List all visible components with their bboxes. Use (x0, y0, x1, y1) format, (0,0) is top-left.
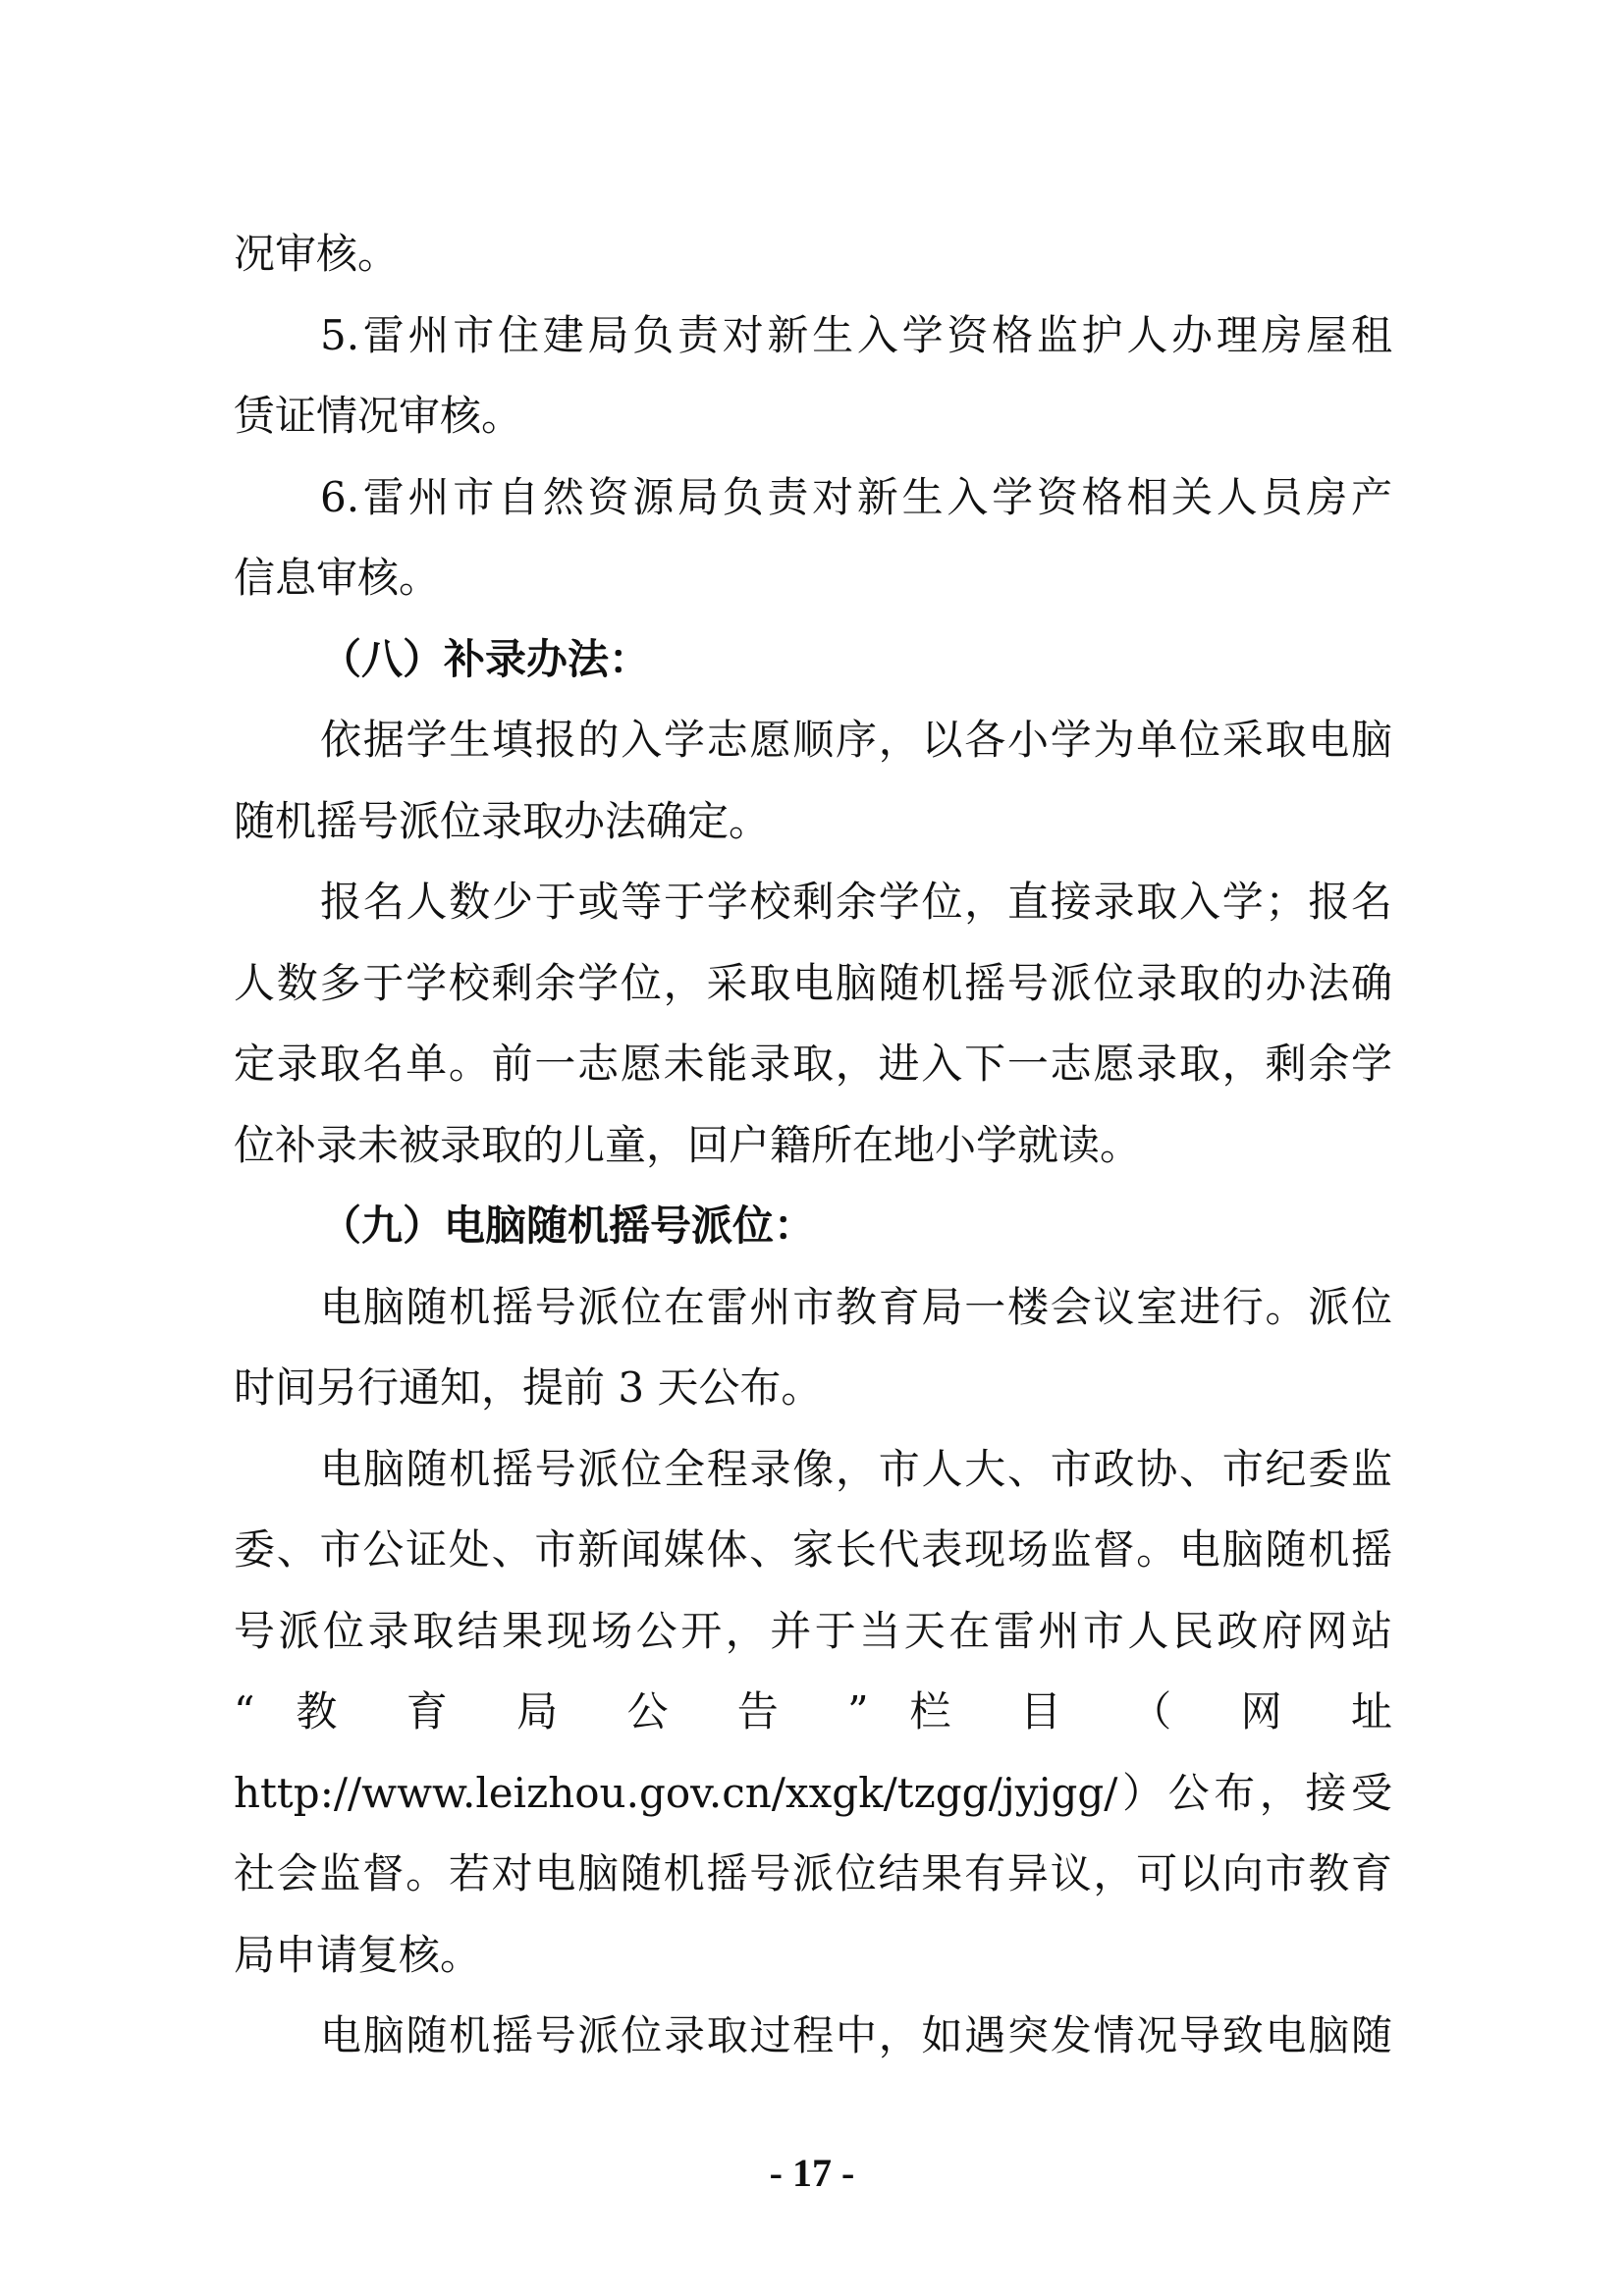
text-line: 委、市公证处、市新闻媒体、家长代表现场监督。电脑随机摇 (234, 1525, 1392, 1574)
text-line: http://www.leizhou.gov.cn/xxgk/tzgg/jyjgg/）公布，接受 (234, 1768, 1392, 1817)
text-line: 报名人数少于或等于学校剩余学位，直接录取入学；报名 (320, 878, 1392, 926)
text-line: 号派位录取结果现场公开，并于当天在雷州市人民政府网站 (234, 1606, 1392, 1655)
text-line: 况审核。 (234, 230, 400, 278)
section-heading: （九）电脑随机摇号派位： (320, 1201, 816, 1250)
text-line: 定录取名单。前一志愿未能录取，进入下一志愿录取，剩余学 (234, 1040, 1392, 1088)
text-line: 随机摇号派位录取办法确定。 (234, 796, 771, 845)
document-body (234, 214, 1392, 2077)
text-line: 时间另行通知，提前 3 天公布。 (234, 1363, 823, 1412)
text-line: 电脑随机摇号派位全程录像，市人大、市政协、市纪委监 (320, 1444, 1392, 1493)
text-line: 人数多于学校剩余学位，采取电脑随机摇号派位录取的办法确 (234, 958, 1392, 1007)
page-number: - 17 - (769, 2151, 855, 2195)
text-line: 电脑随机摇号派位录取过程中，如遇突发情况导致电脑随 (320, 2011, 1392, 2059)
section-heading: （八）补录办法： (320, 634, 651, 683)
text-line: “ 教 育 局 公 告 ” 栏 目 （ 网 址 (234, 1687, 1392, 1735)
text-line: 依据学生填报的入学志愿顺序，以各小学为单位采取电脑 (320, 716, 1392, 764)
text-line: 局申请复核。 (234, 1930, 482, 1979)
text-line: 信息审核。 (234, 554, 441, 602)
text-line: 电脑随机摇号派位在雷州市教育局一楼会议室进行。派位 (320, 1282, 1392, 1331)
text-line: 位补录未被录取的儿童，回户籍所在地小学就读。 (234, 1120, 1142, 1169)
text-line: 5.雷州市住建局负责对新生入学资格监护人办理房屋租 (320, 310, 1392, 359)
text-line: 社会监督。若对电脑随机摇号派位结果有异议，可以向市教育 (234, 1849, 1392, 1897)
text-line: 赁证情况审核。 (234, 392, 523, 440)
text-line: 6.雷州市自然资源局负责对新生入学资格相关人员房产 (320, 472, 1392, 521)
